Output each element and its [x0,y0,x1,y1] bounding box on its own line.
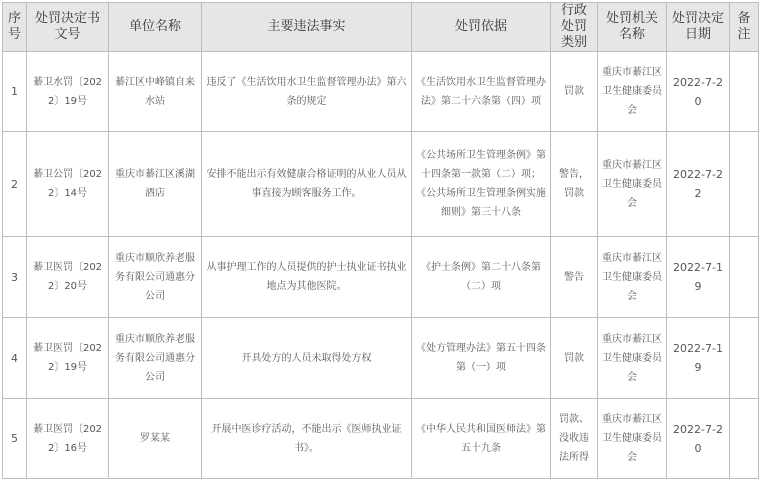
cell-agency: 重庆市綦江区卫生健康委员会 [598,318,667,399]
cell-basis: 《护士条例》第二十八条第（二）项 [412,237,551,318]
table-row [3,399,759,479]
header-basis: 处罚依据 [412,3,551,52]
cell-unit: 重庆市綦江区溪湖酒店 [109,132,202,237]
cell-fact: 从事护理工作的人员提供的护士执业证书执业地点为其他医院。 [202,237,412,318]
cell-note [730,132,759,237]
cell-index: 3 [3,237,27,318]
cell-note [730,237,759,318]
header-doc-no: 处罚决定书文号 [27,3,109,52]
table-row [3,318,759,399]
cell-doc-no: 綦卫公罚〔2022〕14号 [27,132,109,237]
cell-unit: 綦江区中峰镇自来水站 [109,52,202,132]
table-row [3,237,759,318]
header-unit: 单位名称 [109,3,202,52]
cell-type: 警告 [551,237,598,318]
cell-note [730,52,759,132]
cell-agency: 重庆市綦江区卫生健康委员会 [598,399,667,479]
cell-index: 5 [3,399,27,479]
cell-unit: 重庆市顺欣养老服务有限公司通惠分公司 [109,318,202,399]
cell-date: 2022-7-22 [667,132,730,237]
cell-type: 罚款 [551,52,598,132]
cell-index: 1 [3,52,27,132]
cell-index: 4 [3,318,27,399]
cell-doc-no: 綦卫医罚〔2022〕20号 [27,237,109,318]
cell-type: 罚款 [551,318,598,399]
cell-agency: 重庆市綦江区卫生健康委员会 [598,52,667,132]
cell-unit: 罗某某 [109,399,202,479]
cell-fact: 违反了《生活饮用水卫生监督管理办法》第六条的规定 [202,52,412,132]
cell-fact: 安排不能出示有效健康合格证明的从业人员从事直接为顾客服务工作。 [202,132,412,237]
cell-basis: 《处方管理办法》第五十四条第（一）项 [412,318,551,399]
header-row [3,3,759,52]
cell-basis: 《中华人民共和国医师法》第五十九条 [412,399,551,479]
penalty-table [2,2,759,479]
cell-doc-no: 綦卫医罚〔2022〕16号 [27,399,109,479]
cell-basis: 《生活饮用水卫生监督管理办法》第二十六条第（四）项 [412,52,551,132]
header-fact: 主要违法事实 [202,3,412,52]
header-type: 行政处罚类别 [551,3,598,52]
header-index: 序号 [3,3,27,52]
header-agency: 处罚机关名称 [598,3,667,52]
header-date: 处罚决定日期 [667,3,730,52]
cell-doc-no: 綦卫水罚〔2022〕19号 [27,52,109,132]
table-row [3,52,759,132]
header-note: 备注 [730,3,759,52]
cell-agency: 重庆市綦江区卫生健康委员会 [598,237,667,318]
cell-doc-no: 綦卫医罚〔2022〕19号 [27,318,109,399]
cell-index: 2 [3,132,27,237]
cell-fact: 开具处方的人员未取得处方权 [202,318,412,399]
cell-date: 2022-7-19 [667,237,730,318]
cell-basis: 《公共场所卫生管理条例》第十四条第一款第（二）项；《公共场所卫生管理条例实施细则》第三十八条 [412,132,551,237]
cell-date: 2022-7-19 [667,318,730,399]
cell-type: 罚款、没收违法所得 [551,399,598,479]
cell-type: 警告，罚款 [551,132,598,237]
cell-note [730,399,759,479]
cell-fact: 开展中医诊疗活动，不能出示《医师执业证书》。 [202,399,412,479]
cell-unit: 重庆市顺欣养老服务有限公司通惠分公司 [109,237,202,318]
cell-agency: 重庆市綦江区卫生健康委员会 [598,132,667,237]
cell-note [730,318,759,399]
table-row [3,132,759,237]
cell-date: 2022-7-20 [667,52,730,132]
cell-date: 2022-7-20 [667,399,730,479]
